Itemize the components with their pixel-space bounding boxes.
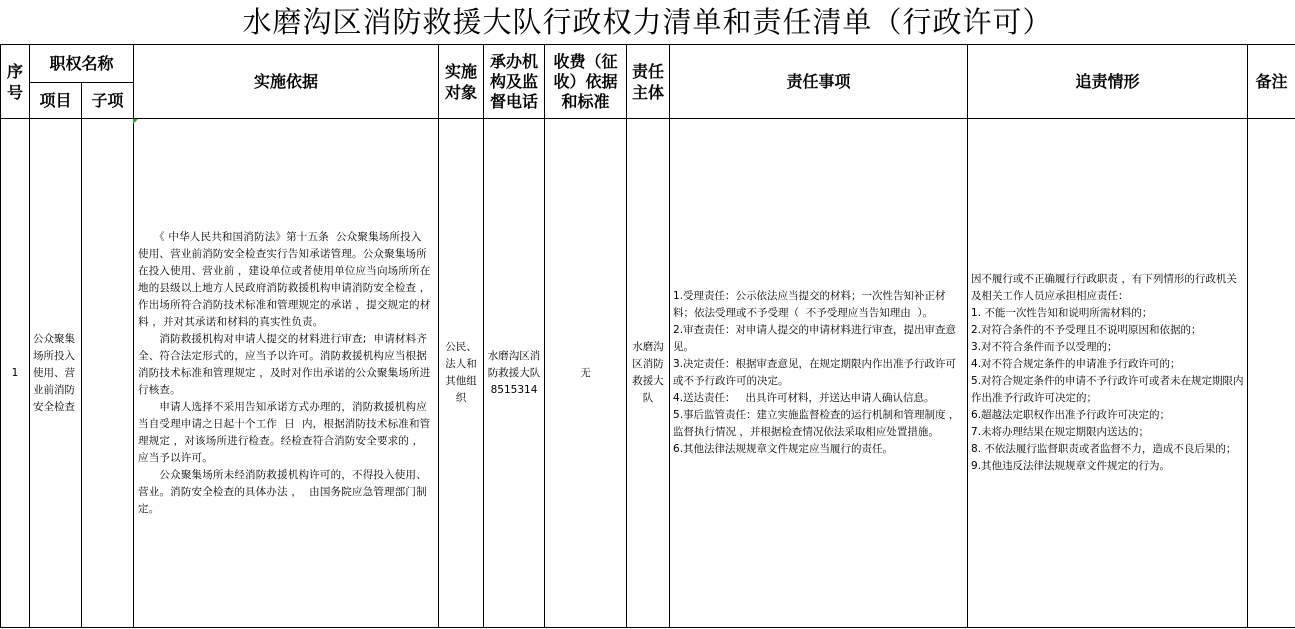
cell-comment-indicator (133, 119, 138, 124)
cell-duties (670, 119, 968, 628)
header-seq: 序号 (1, 45, 30, 119)
header-fee: 收费（征收）依据和标准 (545, 45, 627, 119)
cell-fee: 无 (545, 119, 627, 628)
cell-accountability (968, 119, 1248, 628)
duty-item: 2.审查责任：对申请人提交的申请材料进行审查，提出审查意见。 (673, 324, 957, 353)
cell-remarks (1248, 119, 1295, 628)
header-subitem: 子项 (82, 83, 134, 119)
duty-item: 6.其他法律法规规章文件规定应当履行的责任。 (673, 443, 894, 455)
accountability-item: 1. 不能一次性告知和说明所需材料的； (971, 307, 1153, 319)
header-subject: 责任主体 (627, 45, 670, 119)
accountability-item: 6.超越法定职权作出准予行政许可决定的； (971, 409, 1171, 421)
accountability-item: 2.对符合条件的不予受理且不说明原因和依据的； (971, 324, 1202, 336)
header-target: 实施对象 (439, 45, 484, 119)
cell-seq: 1 (1, 119, 30, 628)
cell-subject: 水磨沟区消防救援大队 (627, 119, 670, 628)
duty-item: 3.决定责任：根据审查意见，在规定期限内作出准予行政许可或不予行政许可的决定。 (673, 358, 957, 387)
duty-item: 4.送达责任： 出具许可材料，并送达申请人确认信息。 (673, 392, 935, 404)
header-accountability: 追责情形 (968, 45, 1248, 119)
cell-office-phone: 水磨沟区消防救援大队8515314 (484, 119, 545, 628)
basis-paragraph: 消防救援机构对申请人提交的材料进行审查; 申请材料齐全、符合法定形式的，应当予以许可。消防救援机构应当根据消防技术标准和管理规定 ，及时对作出承诺的公众聚集场所进行核查。 (138, 332, 431, 396)
basis-paragraph: 《 中华人民共和国消防法》第十五条 公众聚集场所投入使用、营业前消防安全检查实行告知承诺管理。公众聚集场所在投入使用、营业前 ，建设单位或者使用单位应当向场所所在地的县级以上地方人民政府消防救援机构申请消防安全检查 ，作出场所符合消防技术标准和管理规定的承诺 ，提交规定的材料 ，并对其承诺和材料的真实性负责。 (138, 230, 431, 328)
header-basis: 实施依据 (134, 45, 439, 119)
basis-paragraph: 申请人选择不采用告知承诺方式办理的，消防救援机构应当自受理申请之日起十个工作 日 内，根据消防技术标准和管理规定 ，对该场所进行检查。经检查符合消防安全要求的 ，应当予以许可。 (138, 400, 431, 464)
header-power-name: 职权名称 (30, 45, 134, 83)
accountability-item: 4.对不符合规定条件的申请准予行政许可的； (971, 358, 1181, 370)
header-remarks: 备注 (1248, 45, 1295, 119)
accountability-item: 9.其他违反法律法规规章文件规定的行为。 (971, 460, 1171, 472)
basis-paragraph: 公众聚集场所未经消防救援机构许可的，不得投入使用、营业。消防安全检查的具体办法 ， 由国务院应急管理部门制定。 (138, 468, 427, 515)
accountability-intro: 因不履行或不正确履行行政职责 ，有下列情形的行政机关及相关工作人员应承担相应责任： (971, 273, 1237, 302)
accountability-item: 3.对不符合条件而予以受理的； (971, 341, 1118, 353)
cell-target: 公民、法人和其他组织 (439, 119, 484, 628)
power-list-table (0, 44, 1295, 628)
accountability-item: 8. 不依法履行监督职责或者监督不力，造成不良后果的； (971, 443, 1237, 455)
header-row-1 (1, 45, 1295, 83)
header-duties: 责任事项 (670, 45, 968, 119)
duty-item: 5.事后监管责任：建立实施监督检查的运行机制和管理制度 ，监督执行情况 ，并根据检查情况依法采取相应处置措施。 (673, 409, 960, 438)
cell-subitem (82, 119, 134, 628)
accountability-item: 5.对符合规定条件的申请不予行政许可或者未在规定期限内作出准予行政许可决定的； (971, 375, 1244, 404)
header-office-phone: 承办机构及监督电话 (484, 45, 545, 119)
table-row (1, 119, 1295, 628)
cell-basis (134, 119, 439, 628)
duty-item: 1.受理责任：公示依法应当提交的材料；一次性告知补正材料；依法受理或不予受理（ 不予受理应当告知理由 ）。 (673, 290, 946, 319)
header-item: 项目 (30, 83, 82, 119)
cell-item: 公众聚集场所投入使用、营业前消防安全检查 (30, 119, 82, 628)
accountability-item: 7.未将办理结果在规定期限内送达的； (971, 426, 1150, 438)
sheet-title: 水磨沟区消防救援大队行政权力清单和责任清单（行政许可） (242, 5, 1053, 39)
